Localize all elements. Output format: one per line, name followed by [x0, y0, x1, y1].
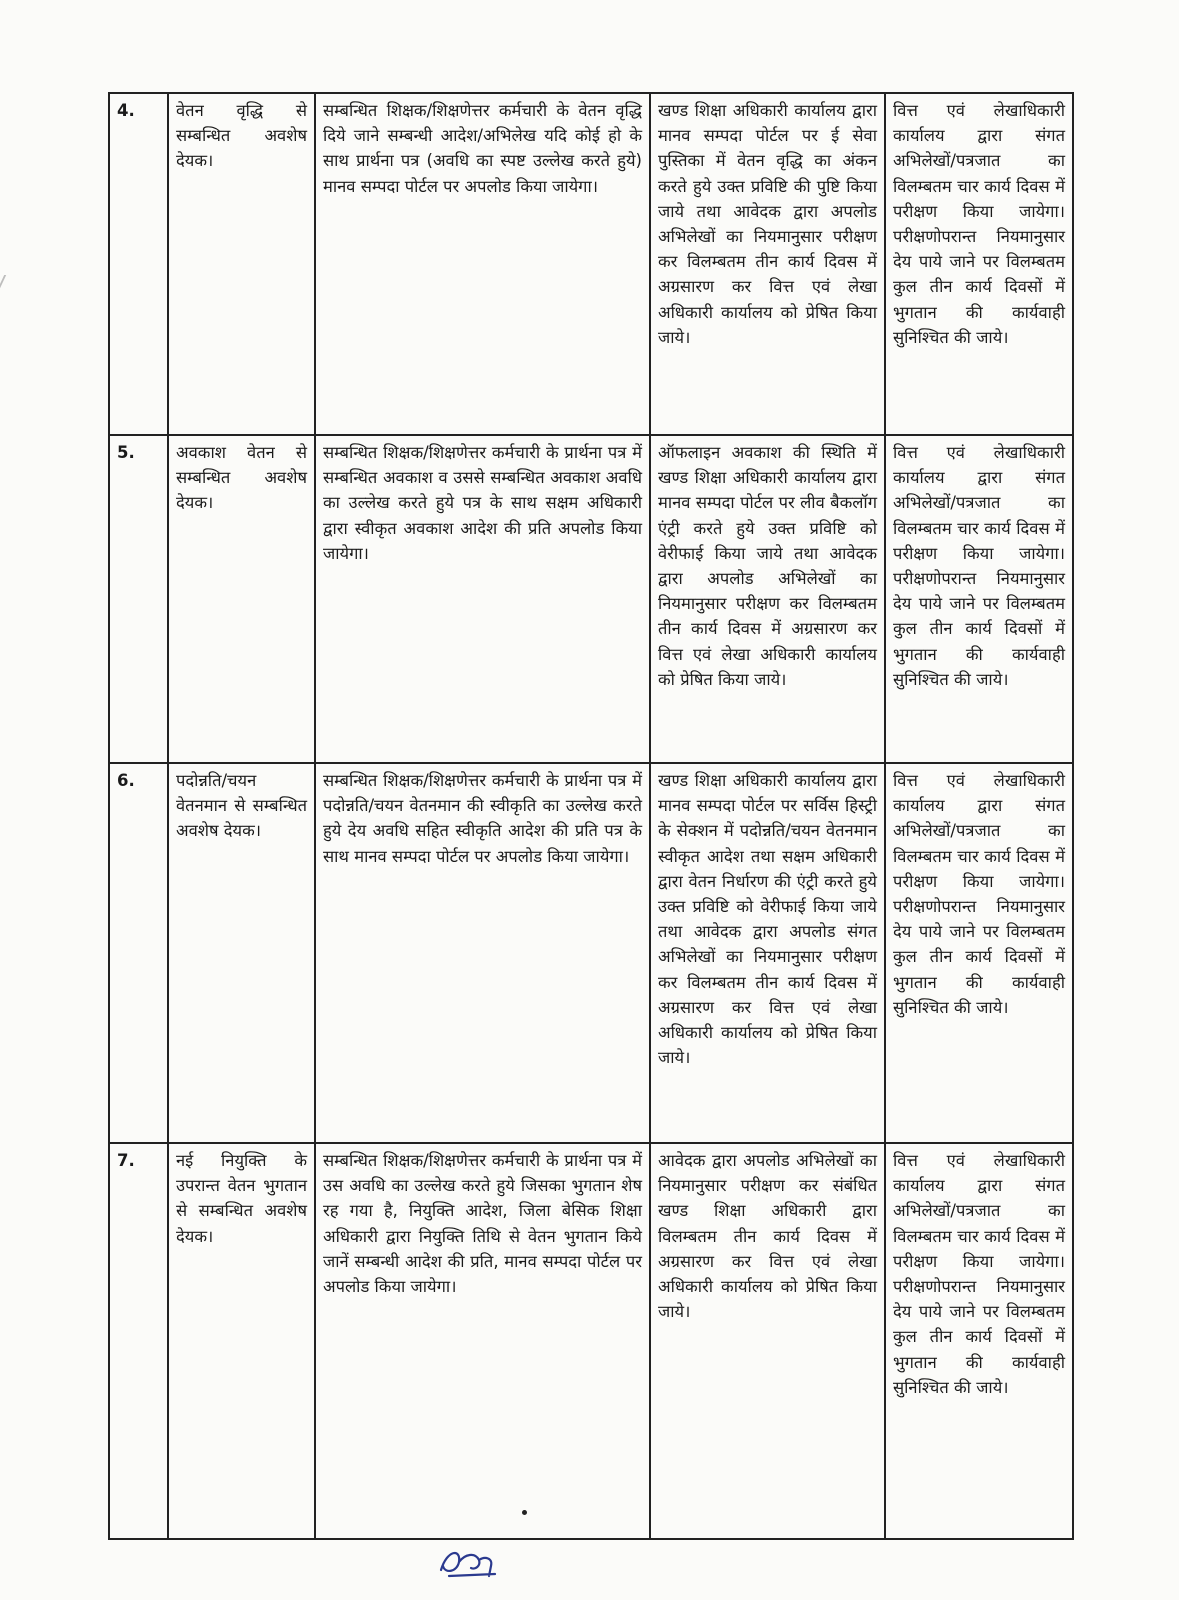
- finance-action-cell: वित्त एवं लेखाधिकारी कार्यालय द्वारा संगत अभिलेखों/पत्रजात का विलम्बतम चार कार्य दिवस में परीक्षण किया जायेगा। परीक्षणोपरान्त नियमानुसार देय पाये जाने पर विलम्बतम कुल तीन कार्य दिवसों में भुगतान की कार्यवाही सुनिश्चित की जाये।: [885, 435, 1073, 763]
- block-action-cell: ऑफलाइन अवकाश की स्थिति में खण्ड शिक्षा अधिकारी कार्यालय द्वारा मानव सम्पदा पोर्टल पर लीव बैकलॉग एंट्री करते हुये उक्त प्रविष्टि को वेरीफाई किया जाये तथा आवेदक द्वारा अपलोड अभिलेखों का नियमानुसार परीक्षण कर विलम्बतम तीन कार्य दिवस में अग्रसारण कर वित्त एवं लेखा अधिकारी कार्यालय को प्रेषित किया जाये।: [650, 435, 885, 763]
- finance-action-cell: वित्त एवं लेखाधिकारी कार्यालय द्वारा संगत अभिलेखों/पत्रजात का विलम्बतम चार कार्य दिवस में परीक्षण किया जायेगा। परीक्षणोपरान्त नियमानुसार देय पाये जाने पर विलम्बतम कुल तीन कार्य दिवसों में भुगतान की कार्यवाही सुनिश्चित की जाये।: [885, 763, 1073, 1143]
- block-action-cell: खण्ड शिक्षा अधिकारी कार्यालय द्वारा मानव सम्पदा पोर्टल पर सर्विस हिस्ट्री के सेक्शन में पदोन्नति/चयन वेतनमान स्वीकृत आदेश तथा सक्षम अधिकारी द्वारा वेतन निर्धारण की एंट्री करते हुये उक्त प्रविष्टि को वेरीफाई किया जाये तथा आवेदक द्वारा अपलोड संगत अभिलेखों का नियमानुसार परीक्षण कर विलम्बतम तीन कार्य दिवस में अग्रसारण कर वित्त एवं लेखा अधिकारी कार्यालय को प्रेषित किया जाये।: [650, 763, 885, 1143]
- ink-dot: [522, 1510, 527, 1515]
- serial-number: 7.: [109, 1143, 168, 1539]
- table-row: [109, 763, 1073, 1143]
- documents-cell: सम्बन्धित शिक्षक/शिक्षणेत्तर कर्मचारी के प्रार्थना पत्र में उस अवधि का उल्लेख करते हुये जिसका भुगतान शेष रह गया है, नियुक्ति आदेश, जिला बेसिक शिक्षा अधिकारी द्वारा नियुक्ति तिथि से वेतन भुगतान किये जानें सम्बन्धी आदेश की प्रति, मानव सम्पदा पोर्टल पर अपलोड किया जायेगा।: [315, 1143, 650, 1539]
- table-row: [109, 93, 1073, 435]
- page-edge-mark: [0, 275, 20, 293]
- serial-number: 4.: [109, 93, 168, 435]
- documents-cell: सम्बन्धित शिक्षक/शिक्षणेत्तर कर्मचारी के वेतन वृद्धि दिये जाने सम्बन्धी आदेश/अभिलेख यदि कोई हो के साथ प्रार्थना पत्र (अवधि का स्पष्ट उल्लेख करते हुये) मानव सम्पदा पोर्टल पर अपलोड किया जायेगा।: [315, 93, 650, 435]
- finance-action-cell: वित्त एवं लेखाधिकारी कार्यालय द्वारा संगत अभिलेखों/पत्रजात का विलम्बतम चार कार्य दिवस में परीक्षण किया जायेगा। परीक्षणोपरान्त नियमानुसार देय पाये जाने पर विलम्बतम कुल तीन कार्य दिवसों में भुगतान की कार्यवाही सुनिश्चित की जाये।: [885, 1143, 1073, 1539]
- subject-cell: पदोन्नति/चयन वेतनमान से सम्बन्धित अवशेष देयक।: [168, 763, 315, 1143]
- block-action-cell: खण्ड शिक्षा अधिकारी कार्यालय द्वारा मानव सम्पदा पोर्टल पर ई सेवा पुस्तिका में वेतन वृद्धि का अंकन करते हुये उक्त प्रविष्टि की पुष्टि किया जाये तथा आवेदक द्वारा अपलोड अभिलेखों का नियमानुसार परीक्षण कर विलम्बतम तीन कार्य दिवस में अग्रसारण कर वित्त एवं लेखा अधिकारी कार्यालय को प्रेषित किया जाये।: [650, 93, 885, 435]
- serial-number: 5.: [109, 435, 168, 763]
- subject-cell: अवकाश वेतन से सम्बन्धित अवशेष देयक।: [168, 435, 315, 763]
- subject-cell: वेतन वृद्धि से सम्बन्धित अवशेष देयक।: [168, 93, 315, 435]
- subject-cell: नई नियुक्ति के उपरान्त वेतन भुगतान से सम्बन्धित अवशेष देयक।: [168, 1143, 315, 1539]
- table-row: [109, 1143, 1073, 1539]
- documents-cell: सम्बन्धित शिक्षक/शिक्षणेत्तर कर्मचारी के प्रार्थना पत्र में पदोन्नति/चयन वेतनमान की स्वीकृति का उल्लेख करते हुये देय अवधि सहित स्वीकृति आदेश की प्रति पत्र के साथ मानव सम्पदा पोर्टल पर अपलोड किया जायेगा।: [315, 763, 650, 1143]
- finance-action-cell: वित्त एवं लेखाधिकारी कार्यालय द्वारा संगत अभिलेखों/पत्रजात का विलम्बतम चार कार्य दिवस में परीक्षण किया जायेगा। परीक्षणोपरान्त नियमानुसार देय पाये जाने पर विलम्बतम कुल तीन कार्य दिवसों में भुगतान की कार्यवाही सुनिश्चित की जाये।: [885, 93, 1073, 435]
- block-action-cell: आवेदक द्वारा अपलोड अभिलेखों का नियमानुसार परीक्षण कर संबंधित खण्ड शिक्षा अधिकारी द्वारा विलम्बतम तीन कार्य दिवस में अग्रसारण कर वित्त एवं लेखा अधिकारी कार्यालय को प्रेषित किया जाये।: [650, 1143, 885, 1539]
- table-row: [109, 435, 1073, 763]
- documents-cell: सम्बन्धित शिक्षक/शिक्षणेत्तर कर्मचारी के प्रार्थना पत्र में सम्बन्धित अवकाश व उससे सम्बन्धित अवकाश अवधि का उल्लेख करते हुये पत्र के साथ सक्षम अधिकारी द्वारा स्वीकृत अवकाश आदेश की प्रति अपलोड किया जायेगा।: [315, 435, 650, 763]
- procedure-table: [108, 92, 1074, 1540]
- serial-number: 6.: [109, 763, 168, 1143]
- signature-mark: [435, 1540, 505, 1582]
